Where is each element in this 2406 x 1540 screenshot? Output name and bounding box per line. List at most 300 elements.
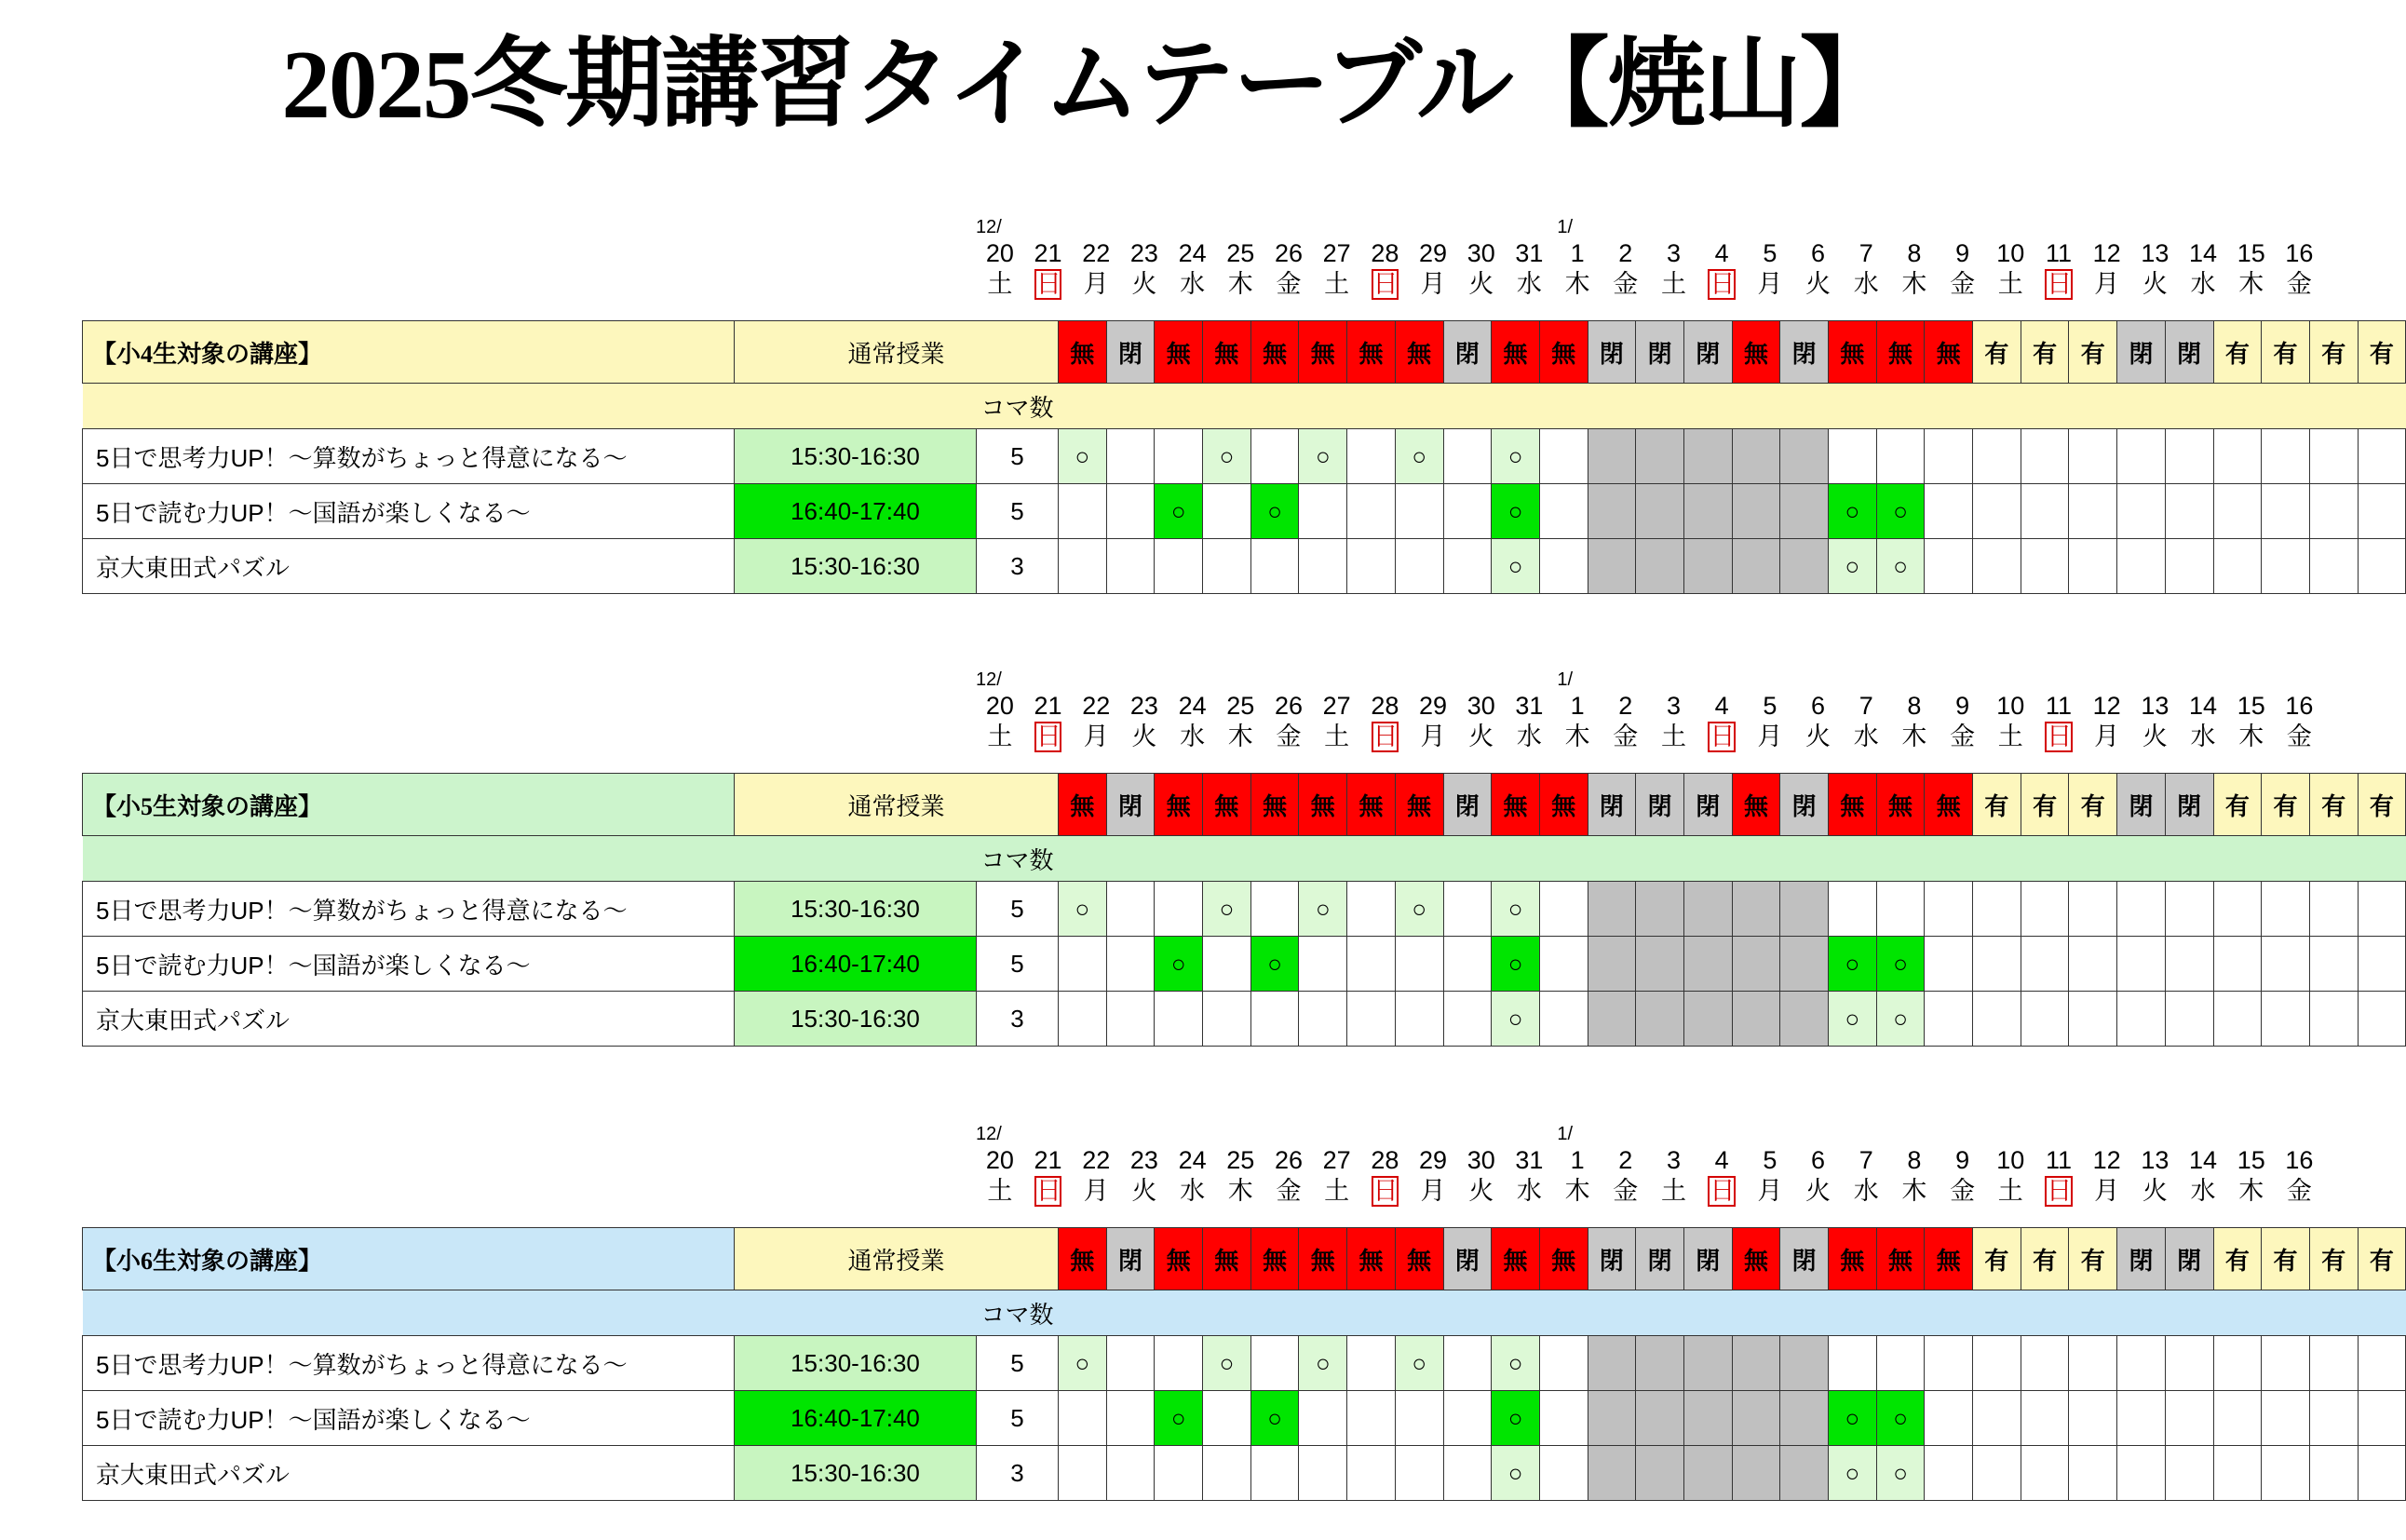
date-column: [1313, 1145, 1361, 1207]
date-weekday: 月: [1420, 270, 1446, 298]
date-column: [1457, 691, 1506, 752]
status-cell: 閉: [1780, 774, 1829, 836]
status-cell: 無: [1059, 774, 1107, 836]
date-column: [1264, 691, 1313, 752]
koma-label: コマ数: [977, 1290, 1059, 1336]
date-number: 11: [2045, 692, 2072, 720]
schedule-cell: [1588, 429, 1636, 484]
schedule-cell: ○: [1299, 882, 1347, 937]
schedule-cell: [1925, 429, 1973, 484]
schedule-cell: [2358, 429, 2406, 484]
schedule-cell: [2021, 882, 2069, 937]
status-cell: 無: [1829, 321, 1877, 384]
status-cell: 無: [1395, 321, 1443, 384]
schedule-cell: ○: [1492, 1336, 1540, 1391]
date-column: [1746, 238, 1794, 300]
schedule-cell: [2309, 484, 2358, 539]
date-weekday: 月: [1757, 1177, 1783, 1205]
date-number: 4: [1714, 1146, 1729, 1174]
schedule-cell: [1925, 882, 1973, 937]
status-cell: 有: [1973, 1228, 2021, 1290]
date-column: [1313, 691, 1361, 752]
date-weekday: 木: [1564, 270, 1590, 298]
date-weekday: 木: [2238, 1177, 2264, 1205]
status-cell: 無: [1876, 1228, 1925, 1290]
status-cell: 無: [1876, 774, 1925, 836]
course-row: [83, 1391, 2406, 1446]
date-weekday: 金: [1276, 1177, 1302, 1205]
status-cell: 有: [2021, 1228, 2069, 1290]
date-number: 5: [1763, 692, 1777, 720]
date-number: 2: [1618, 692, 1633, 720]
schedule-cell: [1203, 484, 1251, 539]
schedule-cell: [2069, 1336, 2117, 1391]
schedule-cell: ○: [1059, 1336, 1107, 1391]
schedule-cell: [1299, 1446, 1347, 1501]
schedule-cell: ○: [1829, 484, 1877, 539]
date-number: 29: [1419, 239, 1448, 267]
date-column: [2083, 1145, 2131, 1207]
month-label-12: 12/: [976, 1124, 1002, 1144]
date-number: 6: [1811, 1146, 1826, 1174]
month-label-1: 1/: [1557, 217, 1574, 237]
schedule-cell: [1443, 1336, 1492, 1391]
schedule-cell: [1973, 992, 2021, 1047]
date-column: [1361, 1145, 1410, 1207]
date-number: 9: [1955, 239, 1970, 267]
course-row: [83, 539, 2406, 594]
schedule-cell: [2117, 937, 2166, 992]
date-weekday: 火: [1131, 270, 1157, 298]
date-column: [2227, 1145, 2276, 1207]
schedule-cell: [2117, 992, 2166, 1047]
course-name: 5日で思考力UP！～算数がちょっと得意になる～: [83, 882, 735, 937]
schedule-cell: [2069, 1446, 2117, 1501]
date-number: 12: [2092, 692, 2121, 720]
schedule-cell: [1155, 1336, 1203, 1391]
date-number: 8: [1907, 1146, 1922, 1174]
date-number: 23: [1129, 239, 1158, 267]
status-cell: 有: [2213, 1228, 2262, 1290]
status-cell: 無: [1395, 1228, 1443, 1290]
date-number: 23: [1129, 692, 1158, 720]
schedule-cell: [2213, 992, 2262, 1047]
course-koma: 3: [977, 539, 1059, 594]
date-weekday: 土: [1660, 270, 1686, 298]
date-weekday: 水: [1516, 270, 1542, 298]
status-cell: 無: [1539, 774, 1588, 836]
date-column: [1939, 238, 1987, 300]
page-title: 2025冬期講習タイムテーブル【焼山】: [281, 30, 1896, 139]
schedule-cell: [2309, 1336, 2358, 1391]
schedule-cell: [1780, 882, 1829, 937]
status-cell: 有: [2358, 774, 2406, 836]
schedule-cell: [1925, 484, 1973, 539]
schedule-cell: [2262, 992, 2310, 1047]
schedule-cell: ○: [1203, 882, 1251, 937]
koma-header-row: [83, 1290, 2406, 1336]
date-number: 22: [1082, 1146, 1111, 1174]
schedule-cell: [1299, 539, 1347, 594]
course-name: 5日で読む力UP！～国語が楽しくなる～: [83, 937, 735, 992]
date-weekday: 日: [1035, 1177, 1061, 1205]
schedule-cell: ○: [1395, 882, 1443, 937]
status-cell: 閉: [1588, 1228, 1636, 1290]
schedule-table: [82, 773, 2406, 1047]
schedule-cell: [2262, 882, 2310, 937]
koma-label: コマ数: [977, 384, 1059, 429]
date-column: [1457, 238, 1506, 300]
date-number: 3: [1666, 1146, 1681, 1174]
schedule-cell: [1106, 484, 1155, 539]
schedule-cell: [2069, 429, 2117, 484]
status-cell: 有: [1973, 321, 2021, 384]
status-cell: 有: [2309, 1228, 2358, 1290]
date-number: 20: [985, 692, 1014, 720]
date-weekday: 木: [1901, 270, 1927, 298]
schedule-cell: ○: [1829, 992, 1877, 1047]
date-column: [1794, 238, 1843, 300]
schedule-cell: [1539, 429, 1588, 484]
schedule-cell: [1925, 1336, 1973, 1391]
date-weekday: 木: [1901, 723, 1927, 750]
status-cell: 無: [1876, 321, 1925, 384]
schedule-cell: [2358, 1391, 2406, 1446]
schedule-cell: [1732, 1446, 1780, 1501]
date-number: 3: [1666, 692, 1681, 720]
date-number: 27: [1322, 239, 1351, 267]
status-cell: 無: [1492, 774, 1540, 836]
normal-class-label: 通常授業: [735, 774, 1059, 836]
date-header: [976, 217, 2314, 320]
date-column: [1746, 1145, 1794, 1207]
schedule-cell: [2165, 882, 2213, 937]
schedule-cell: [2262, 1391, 2310, 1446]
schedule-cell: [1588, 484, 1636, 539]
date-weekday: 木: [1227, 723, 1253, 750]
date-weekday: 水: [2190, 270, 2216, 298]
status-cell: 閉: [2117, 774, 2166, 836]
date-number: 2: [1618, 239, 1633, 267]
schedule-cell: [1973, 882, 2021, 937]
schedule-cell: [1059, 992, 1107, 1047]
date-column: [1697, 1145, 1746, 1207]
date-column: [2034, 1145, 2083, 1207]
date-weekday: 月: [1420, 1177, 1446, 1205]
status-cell: 閉: [1443, 1228, 1492, 1290]
date-number: 3: [1666, 239, 1681, 267]
status-cell: 閉: [2165, 321, 2213, 384]
date-number: 24: [1178, 692, 1207, 720]
course-time: 15:30-16:30: [735, 1336, 977, 1391]
date-weekday: 日: [2047, 1177, 2073, 1205]
date-weekday: 木: [2238, 723, 2264, 750]
schedule-cell: [2309, 992, 2358, 1047]
date-number: 26: [1274, 239, 1303, 267]
status-cell: 有: [2262, 1228, 2310, 1290]
date-column: [1842, 238, 1890, 300]
status-cell: 閉: [1636, 1228, 1684, 1290]
schedule-cell: [2309, 429, 2358, 484]
schedule-cell: [2021, 484, 2069, 539]
date-weekday: 土: [987, 1177, 1013, 1205]
schedule-cell: [1250, 1336, 1299, 1391]
schedule-cell: [1443, 539, 1492, 594]
date-column: [1506, 1145, 1554, 1207]
date-number: 13: [2141, 692, 2169, 720]
date-column: [1361, 691, 1410, 752]
date-number: 31: [1515, 692, 1544, 720]
status-cell: 閉: [2117, 1228, 2166, 1290]
status-cell: 閉: [1106, 774, 1155, 836]
schedule-cell: ○: [1492, 937, 1540, 992]
schedule-cell: ○: [1299, 429, 1347, 484]
date-column: [1842, 1145, 1890, 1207]
status-cell: 閉: [1683, 321, 1732, 384]
date-number: 12: [2092, 1146, 2121, 1174]
date-weekday: 水: [1180, 723, 1206, 750]
date-weekday: 土: [1660, 1177, 1686, 1205]
schedule-cell: ○: [1876, 539, 1925, 594]
schedule-cell: [1683, 882, 1732, 937]
date-number: 1: [1570, 692, 1585, 720]
date-column: [1024, 691, 1073, 752]
schedule-cell: [2021, 1336, 2069, 1391]
date-weekday: 火: [1131, 723, 1157, 750]
schedule-cell: [1250, 539, 1299, 594]
schedule-cell: [1732, 992, 1780, 1047]
schedule-cell: [1636, 539, 1684, 594]
schedule-cell: [1395, 1391, 1443, 1446]
date-columns: [976, 691, 2323, 752]
date-number: 25: [1226, 1146, 1255, 1174]
course-time: 15:30-16:30: [735, 882, 977, 937]
schedule-cell: [1106, 992, 1155, 1047]
date-weekday: 土: [1997, 270, 2023, 298]
course-koma: 3: [977, 992, 1059, 1047]
schedule-cell: [1683, 484, 1732, 539]
date-weekday: 土: [1324, 270, 1350, 298]
schedule-cell: [2021, 992, 2069, 1047]
date-weekday: 火: [1805, 1177, 1832, 1205]
schedule-cell: [1395, 992, 1443, 1047]
date-weekday: 月: [2094, 1177, 2120, 1205]
course-name: 5日で思考力UP！～算数がちょっと得意になる～: [83, 429, 735, 484]
course-koma: 5: [977, 484, 1059, 539]
date-column: [1697, 691, 1746, 752]
status-cell: 無: [1203, 774, 1251, 836]
course-name: 京大東田式パズル: [83, 992, 735, 1047]
date-column: [2179, 1145, 2227, 1207]
status-cell: 閉: [1636, 774, 1684, 836]
schedule-cell: [1636, 429, 1684, 484]
schedule-cell: [2358, 992, 2406, 1047]
date-number: 15: [2237, 1146, 2265, 1174]
schedule-cell: [1299, 1391, 1347, 1446]
date-column: [1890, 1145, 1939, 1207]
schedule-cell: [1780, 1446, 1829, 1501]
status-cell: 有: [2213, 774, 2262, 836]
schedule-cell: [2069, 1391, 2117, 1446]
schedule-cell: [1059, 1391, 1107, 1446]
schedule-cell: [1347, 1336, 1396, 1391]
status-cell: 無: [1250, 321, 1299, 384]
date-column: [1602, 1145, 1650, 1207]
schedule-cell: [1347, 882, 1396, 937]
schedule-cell: ○: [1395, 429, 1443, 484]
date-weekday: 土: [1997, 723, 2023, 750]
schedule-cell: [1539, 484, 1588, 539]
date-column: [1457, 1145, 1506, 1207]
schedule-block-1: [82, 669, 2394, 1047]
date-column: [2276, 238, 2324, 300]
schedule-cell: [2213, 1446, 2262, 1501]
status-cell: 閉: [2165, 774, 2213, 836]
date-weekday: 日: [1035, 270, 1061, 298]
course-name: 5日で思考力UP！～算数がちょっと得意になる～: [83, 1336, 735, 1391]
schedule-cell: [1636, 882, 1684, 937]
schedule-cell: [1539, 1391, 1588, 1446]
schedule-cell: [1683, 1391, 1732, 1446]
date-columns: [976, 1145, 2323, 1207]
schedule-cell: [2309, 1391, 2358, 1446]
schedule-cell: [2069, 484, 2117, 539]
schedule-cell: [1683, 539, 1732, 594]
schedule-cell: [2213, 1336, 2262, 1391]
schedule-cell: [1059, 539, 1107, 594]
schedule-cell: [1780, 937, 1829, 992]
schedule-cell: ○: [1492, 882, 1540, 937]
status-cell: 閉: [1780, 1228, 1829, 1290]
schedule-cell: ○: [1876, 1391, 1925, 1446]
schedule-cell: [1250, 429, 1299, 484]
date-column: [976, 1145, 1024, 1207]
date-number: 7: [1859, 1146, 1873, 1174]
schedule-cell: [1347, 1446, 1396, 1501]
status-cell: 無: [1829, 774, 1877, 836]
status-cell: 無: [1347, 321, 1396, 384]
course-name: 京大東田式パズル: [83, 539, 735, 594]
date-column: [1794, 691, 1843, 752]
date-column: [1650, 1145, 1698, 1207]
schedule-cell: [2069, 882, 2117, 937]
schedule-cell: ○: [1492, 992, 1540, 1047]
schedule-cell: [1155, 992, 1203, 1047]
status-cell: 有: [2069, 774, 2117, 836]
schedule-cell: [2213, 429, 2262, 484]
date-weekday: 火: [1131, 1177, 1157, 1205]
date-column: [1506, 691, 1554, 752]
schedule-cell: [1829, 1336, 1877, 1391]
date-number: 29: [1419, 1146, 1448, 1174]
schedule-cell: [1636, 992, 1684, 1047]
date-number: 22: [1082, 239, 1111, 267]
date-number: 28: [1371, 692, 1399, 720]
date-column: [1602, 691, 1650, 752]
date-weekday: 月: [1757, 723, 1783, 750]
date-weekday: 火: [2142, 270, 2168, 298]
date-number: 23: [1129, 1146, 1158, 1174]
schedule-cell: [1636, 937, 1684, 992]
status-cell: 有: [2262, 774, 2310, 836]
status-cell: 無: [1925, 1228, 1973, 1290]
status-cell: 無: [1492, 321, 1540, 384]
date-number: 29: [1419, 692, 1448, 720]
date-weekday: 水: [1516, 723, 1542, 750]
schedule-block-2: [82, 1124, 2394, 1501]
schedule-cell: [2021, 429, 2069, 484]
schedule-cell: [1973, 1446, 2021, 1501]
date-column: [1650, 691, 1698, 752]
schedule-cell: ○: [1876, 484, 1925, 539]
date-column: [1697, 238, 1746, 300]
status-cell: 無: [1732, 321, 1780, 384]
date-column: [1169, 238, 1217, 300]
schedule-cell: [1588, 1391, 1636, 1446]
date-number: 21: [1034, 239, 1062, 267]
block-header-row: [83, 774, 2406, 836]
status-cell: 無: [1925, 774, 1973, 836]
status-cell: 無: [1829, 1228, 1877, 1290]
schedule-cell: [2358, 1336, 2406, 1391]
schedule-cell: [1443, 992, 1492, 1047]
date-number: 6: [1811, 692, 1826, 720]
date-weekday: 金: [1613, 1177, 1639, 1205]
date-weekday: 土: [987, 270, 1013, 298]
schedule-cell: [1347, 539, 1396, 594]
status-cell: 無: [1155, 774, 1203, 836]
schedule-cell: [2262, 539, 2310, 594]
status-cell: 無: [1539, 1228, 1588, 1290]
schedule-cell: [2069, 937, 2117, 992]
schedule-cell: [2117, 1336, 2166, 1391]
schedule-cell: [2309, 1446, 2358, 1501]
date-column: [2083, 238, 2131, 300]
schedule-cell: [2021, 1391, 2069, 1446]
date-number: 15: [2237, 239, 2265, 267]
schedule-cell: [1588, 882, 1636, 937]
schedule-cell: ○: [1203, 429, 1251, 484]
schedule-cell: [1395, 484, 1443, 539]
date-number: 31: [1515, 1146, 1544, 1174]
schedule-cell: [1106, 882, 1155, 937]
date-column: [1986, 238, 2034, 300]
course-row: [83, 429, 2406, 484]
status-cell: 有: [1973, 774, 2021, 836]
status-cell: 無: [1732, 1228, 1780, 1290]
schedule-cell: [1683, 429, 1732, 484]
date-weekday: 木: [1227, 270, 1253, 298]
schedule-cell: [1347, 992, 1396, 1047]
schedule-cell: [1539, 882, 1588, 937]
date-column: [1072, 238, 1120, 300]
date-number: 30: [1467, 692, 1495, 720]
schedule-cell: [2262, 1336, 2310, 1391]
date-column: [1024, 238, 1073, 300]
date-column: [1169, 1145, 1217, 1207]
schedule-cell: [1203, 539, 1251, 594]
schedule-cell: [2117, 1391, 2166, 1446]
date-column: [1553, 691, 1602, 752]
date-column: [1986, 691, 2034, 752]
course-row: [83, 484, 2406, 539]
schedule-cell: [1780, 992, 1829, 1047]
date-weekday: 金: [1950, 270, 1976, 298]
schedule-cell: [1443, 882, 1492, 937]
status-cell: 無: [1395, 774, 1443, 836]
schedule-cell: [2358, 1446, 2406, 1501]
date-column: [1072, 691, 1120, 752]
